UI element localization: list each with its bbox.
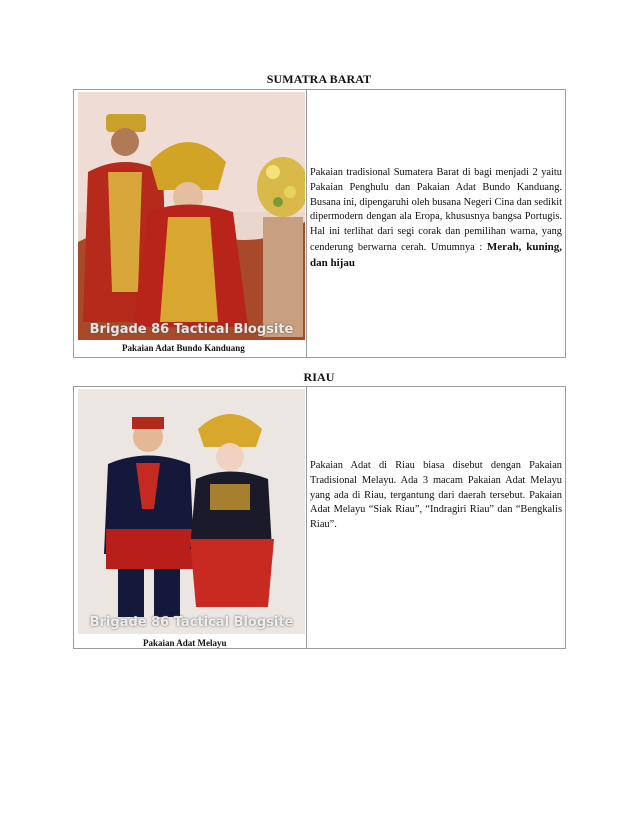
caption-bundo-kanduang: Pakaian Adat Bundo Kanduang bbox=[122, 343, 245, 353]
table-divider bbox=[306, 90, 307, 357]
description-text: Pakaian tradisional Sumatera Barat di bagi menjadi 2 yaitu Pakaian Penghulu dan Pakaian Adat Bundo Kanduang. Busana ini, dipengaruhi oleh busana Negeri Cina dan sedikit dipermodern dengan ala Eropa, khususnya bangsa Portugis. Hal ini terlihat dari segi corak dan pemilihan warna, yang cenderung berwarna cerah. Umumnya : bbox=[310, 167, 562, 253]
section-heading-sumatra-barat: SUMATRA BARAT bbox=[266, 72, 372, 86]
sumatra-barat-table bbox=[73, 89, 566, 358]
color-highlight: Merah, kuning, dan hijau bbox=[310, 240, 562, 269]
description-riau: Pakaian Adat di Riau biasa disebut dengan Pakaian Tradisional Melayu. Ada 3 macam Pakaian Adat Melayu yang ada di Riau, tergantung dari daerah tersebut. Pakaian Adat Melayu “Siak Riau”, “Indragiri Riau” dan “Bengkalis Riau”. bbox=[310, 460, 562, 531]
table-divider bbox=[306, 387, 307, 648]
photo-watermark: Brigade 86 Tactical Blogsite bbox=[89, 615, 294, 630]
section-heading-riau: RIAU bbox=[303, 370, 335, 384]
description-sumatra-barat bbox=[310, 166, 562, 272]
photo-pakaian-melayu bbox=[78, 389, 305, 634]
photo-watermark: Brigade 86 Tactical Blogsite bbox=[89, 322, 294, 337]
caption-pakaian-melayu: Pakaian Adat Melayu bbox=[143, 638, 227, 648]
riau-table bbox=[73, 386, 566, 649]
photo-bundo-kanduang bbox=[78, 92, 305, 340]
